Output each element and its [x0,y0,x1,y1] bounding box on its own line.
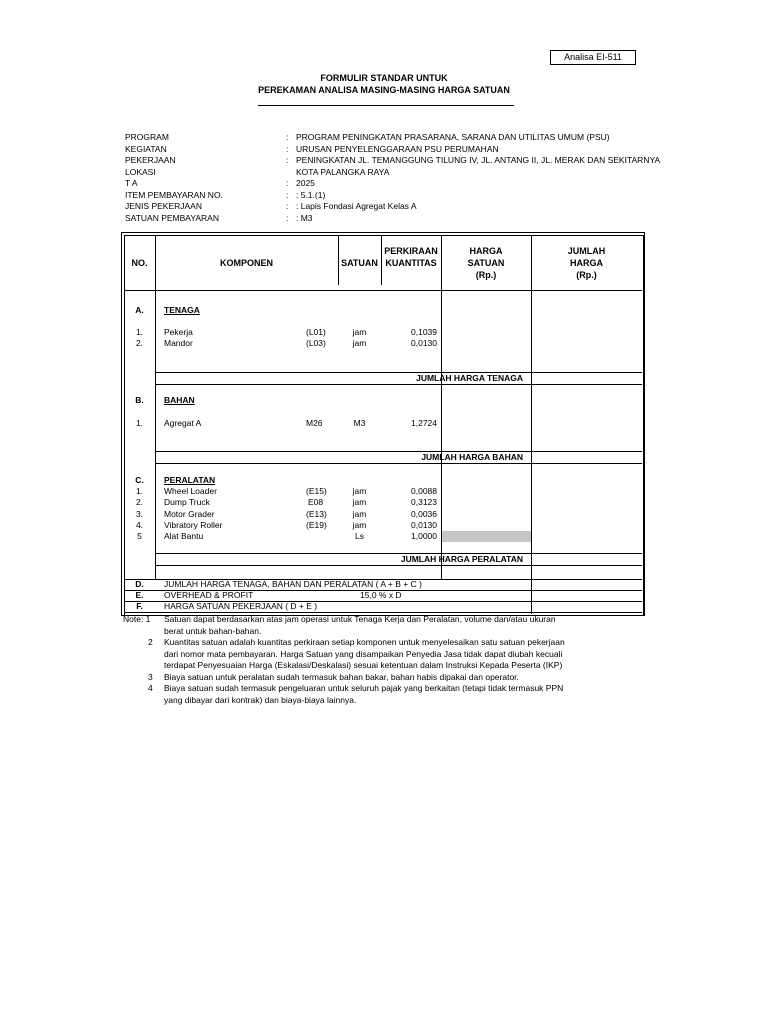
row-component-name: Wheel Loader [164,486,217,496]
notes-block [0,614,768,714]
summary-d-text: JUMLAH HARGA TENAGA, BAHAN DAN PERALATAN ( A + B + C ) [164,579,422,589]
row-quantity: 0,3123 [411,497,437,507]
row-no: 2. [135,497,144,507]
row-quantity: 0,1039 [411,327,437,337]
row-quantity: 0,0130 [411,338,437,348]
summary-d-letter: D. [135,579,144,589]
section-c-title: PERALATAN [164,475,216,485]
header-bottom-rule [124,290,642,291]
info-key: SATUAN PEMBAYARAN [125,212,219,223]
info-key: ITEM PEMBAYARAN NO. [125,189,223,200]
note-line: Biaya satuan untuk peralatan sudah termasuk bahan bakar, bahan habis dipakai dan operator. [164,671,519,682]
form-title-line1: FORMULIR STANDAR UNTUK [320,73,448,83]
note-line: terdapat Penyesuaian Harga (Eskalasi/Deskalasi) sesuai ketentuan dalam Instruksi Kepada Peserta (IKP) [164,660,563,670]
summary-e-text: OVERHEAD & PROFIT [164,590,254,600]
note-line: Satuan dapat berdasarkan atas jam operasi untuk Tenaga Kerja dan Peralatan, volume dan/atau ukuran [164,614,556,624]
note-line: Biaya satuan sudah termasuk pengeluaran untuk seluruh pajak yang berkaitan (tetapi tidak termasuk PPN [164,683,564,693]
col-divider-kuantitas [441,235,442,579]
note-line: dari nomor mata pembayaran. Harga Satuan yang disampaikan Penyedia Jasa tidak dapat diubah kecuali [164,648,563,659]
note-number: 4 [148,683,153,693]
info-key: T A [125,178,138,188]
row-quantity: 1,2724 [411,418,437,428]
col-divider-no [155,235,156,579]
section-b-total-label: JUMLAH HARGA BAHAN [421,452,523,462]
header-harga-satuan: SATUAN [467,258,505,268]
row-no: 1. [135,486,144,496]
note-line: Kuantitas satuan adalah kuantitas perkiraan setiap komponen untuk menyelesaikan satu satuan pekerjaan [164,637,565,647]
row-quantity: 0,0088 [411,486,437,496]
row-component-name: Dump Truck [164,497,210,507]
row-component-name: Mandor [164,338,193,348]
row-no: 5 [137,531,142,541]
header-perkiraan: PERKIRAAN [384,246,438,256]
info-colon: : [286,189,289,200]
row-component-code: E08 [308,497,324,507]
info-key: PEKERJAAN [125,155,176,165]
info-value: KOTA PALANGKA RAYA [296,166,390,177]
info-key: KEGIATAN [125,143,167,154]
note-number: 2 [148,637,153,647]
analysis-code-box: Analisa EI-511 [550,50,636,65]
title-underline [258,105,514,106]
summary-f-letter: F. [136,601,143,611]
info-colon: : [286,155,289,165]
row-component-name: Agregat A [164,418,202,428]
section-a-title: TENAGA [164,305,200,315]
info-value: 2025 [296,178,315,188]
row-unit: jam [352,327,367,337]
section-c-letter: C. [135,475,144,485]
info-key: PROGRAM [125,132,169,142]
row-unit: M3 [353,418,366,428]
info-value: : Lapis Fondasi Agregat Kelas A [296,201,417,211]
row-component-name: Alat Bantu [164,531,204,541]
row-component-name: Vibratory Roller [164,520,223,530]
row-component-code: M26 [306,418,323,428]
info-value: PROGRAM PENINGKATAN PRASARANA, SARANA DAN UTILITAS UMUM (PSU) [296,132,610,142]
notes-label: Note: 1 [123,614,151,624]
header-jumlah-rp: (Rp.) [576,270,597,280]
row-no: 1. [135,327,144,337]
header-satuan: SATUAN [341,258,378,268]
header-harga: HARGA [469,246,503,256]
row-component-code: (E19) [306,520,327,530]
row-component-code: (E15) [306,486,327,496]
form-title-line2: PEREKAMAN ANALISA MASING-MASING HARGA SATUAN [258,85,510,95]
row-quantity: 1,0000 [411,531,437,541]
summary-e-letter: E. [135,590,144,600]
section-c-total-label: JUMLAH HARGA PERALATAN [400,554,523,564]
row-unit: jam [352,497,367,507]
section-b-title: BAHAN [164,395,195,405]
header-kuantitas: KUANTITAS [385,258,437,268]
row-component-name: Motor Grader [164,509,215,519]
row-component-name: Pekerja [164,327,193,337]
col-divider-harga [531,235,532,614]
info-value: : 5.1.(1) [296,189,326,200]
shaded-price-cell [442,531,531,542]
note-number: 3 [148,671,153,682]
note-line: berat untuk bahan-bahan. [164,625,262,636]
info-key: LOKASI [125,166,156,177]
row-unit: Ls [355,531,364,541]
header-harga-rp: (Rp.) [475,270,497,280]
info-colon: : [286,212,289,223]
project-info-block [0,132,768,227]
info-colon: : [286,132,289,142]
row-component-code: (L01) [306,327,326,337]
info-value: URUSAN PENYELENGGARAAN PSU PERUMAHAN [296,143,499,154]
info-value: PENINGKATAN JL. TEMANGGUNG TILUNG IV, JL. ANTANG II, JL. MERAK DAN SEKITARNYA [296,155,661,165]
header-no: NO. [131,258,148,268]
header-komponen: KOMPONEN [219,258,273,268]
note-line: yang dibayar dari kontrak) dan biaya-biaya lainnya. [164,694,357,705]
info-value: : M3 [296,212,313,223]
row-component-code: (E13) [306,509,327,519]
header-jumlah-harga: HARGA [570,258,603,268]
summary-f-text: HARGA SATUAN PEKERJAAN ( D + E ) [164,601,318,611]
info-colon: : [286,178,289,188]
info-key: JENIS PEKERJAAN [125,201,202,211]
row-quantity: 0,0036 [411,509,437,519]
summary-e-percentage: 15,0 % x D [360,590,402,600]
row-component-code: (L03) [306,338,326,348]
row-no: 4. [135,520,144,530]
row-unit: jam [352,520,367,530]
row-unit: jam [352,338,367,348]
row-unit: jam [352,509,367,519]
row-no: 1. [135,418,144,428]
section-b-letter: B. [135,395,144,405]
row-no: 2. [135,338,144,348]
row-unit: jam [352,486,367,496]
info-colon: : [286,201,289,211]
row-quantity: 0,0130 [411,520,437,530]
row-no: 3. [135,509,144,519]
info-colon: : [286,143,289,154]
header-jumlah: JUMLAH [567,246,606,256]
section-a-letter: A. [135,305,144,315]
section-a-total-label: JUMLAH HARGA TENAGA [416,373,523,383]
